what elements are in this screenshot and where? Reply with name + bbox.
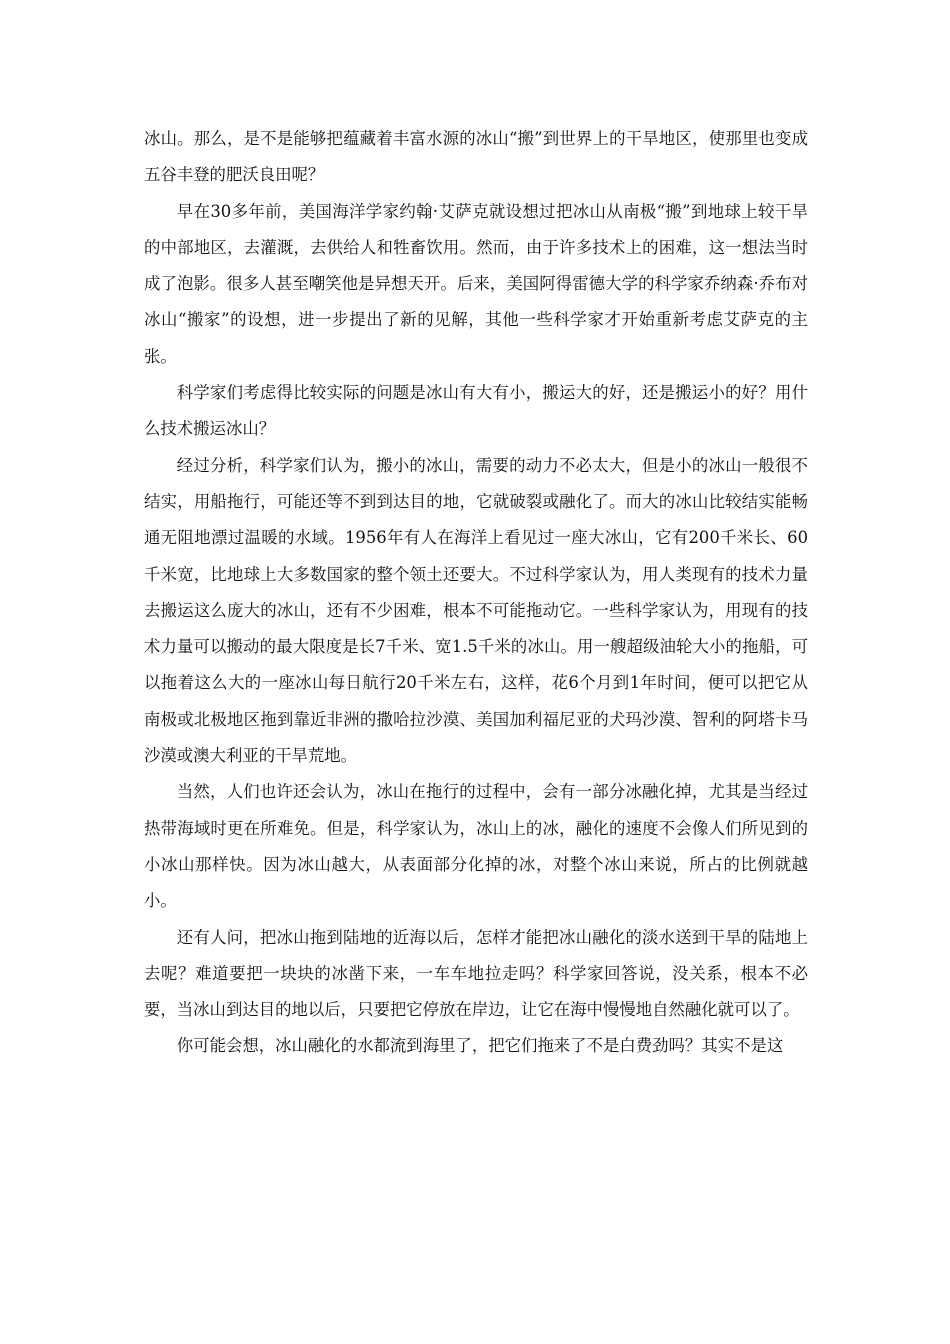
- paragraph-final-question: 你可能会想，冰山融化的水都流到海里了，把它们拖来了不是白费劲吗？其实不是这: [176, 1036, 784, 1056]
- paragraph-melting-concern: 当然，人们也许还会认为，冰山在拖行的过程中，会有一部分冰融化掉，尤其是当经过热带海域时更在所难免。但是，科学家认为，冰山上的冰，融化的速度不会像人们所见到的小冰山那样快。因为冰山越大，从表面部分化掉的冰，对整个冰山来说，所占的比例就越小。: [144, 782, 808, 911]
- document-body: [144, 121, 808, 1065]
- paragraph-continued: 冰山。那么，是不是能够把蕴藏着丰富水源的冰山“搬”到世界上的干旱地区，使那里也变成五谷丰登的肥沃良田呢？: [144, 129, 808, 185]
- paragraph-size-analysis: 经过分析，科学家们认为，搬小的冰山，需要的动力不必太大，但是小的冰山一般很不结实，用船拖行，可能还等不到到达目的地，它就破裂或融化了。而大的冰山比较结实能畅通无阻地漂过温暖的水域。1956年有人在海洋上看见过一座大冰山，它有200千米长、60千米宽，比地球上大多数国家的整个领土还要大。不过科学家认为，用人类现有的技术力量去搬运这么庞大的冰山，还有不少困难，根本不可能拖动它。一些科学家认为，用现有的技术力量可以搬动的最大限度是长7千米、宽1.5千米的冰山。用一艘超级油轮大小的拖船，可以拖着这么大的一座冰山每日航行20千米左右，这样，花6个月到1年时间，便可以把它从南极或北极地区拖到靠近非洲的撒哈拉沙漠、美国加利福尼亚的犬玛沙漠、智利的阿塔卡马沙漠或澳大利亚的干旱荒地。: [144, 455, 808, 766]
- paragraph-practical-questions: 科学家们考虑得比较实际的问题是冰山有大有小，搬运大的好，还是搬运小的好？用什么技术搬运冰山？: [144, 383, 808, 439]
- paragraph-water-delivery: 还有人问，把冰山拖到陆地的近海以后，怎样才能把冰山融化的淡水送到干旱的陆地上去呢？难道要把一块块的冰凿下来，一车车地拉走吗？科学家回答说，没关系，根本不必要，当冰山到达目的地以后，只要把它停放在岸边，让它在海中慢慢地自然融化就可以了。: [144, 927, 808, 1020]
- paragraph-isaac-proposal: 早在30多年前，美国海洋学家约翰·艾萨克就设想过把冰山从南极“搬”到地球上较干旱的中部地区，去灌溉，去供给人和牲畜饮用。然而，由于许多技术上的困难，这一想法当时成了泡影。很多人甚至嘲笑他是异想天开。后来，美国阿得雷德大学的科学家乔纳森·乔布对冰山“搬家”的设想，进一步提出了新的见解，其他一些科学家才开始重新考虑艾萨克的主张。: [144, 201, 808, 366]
